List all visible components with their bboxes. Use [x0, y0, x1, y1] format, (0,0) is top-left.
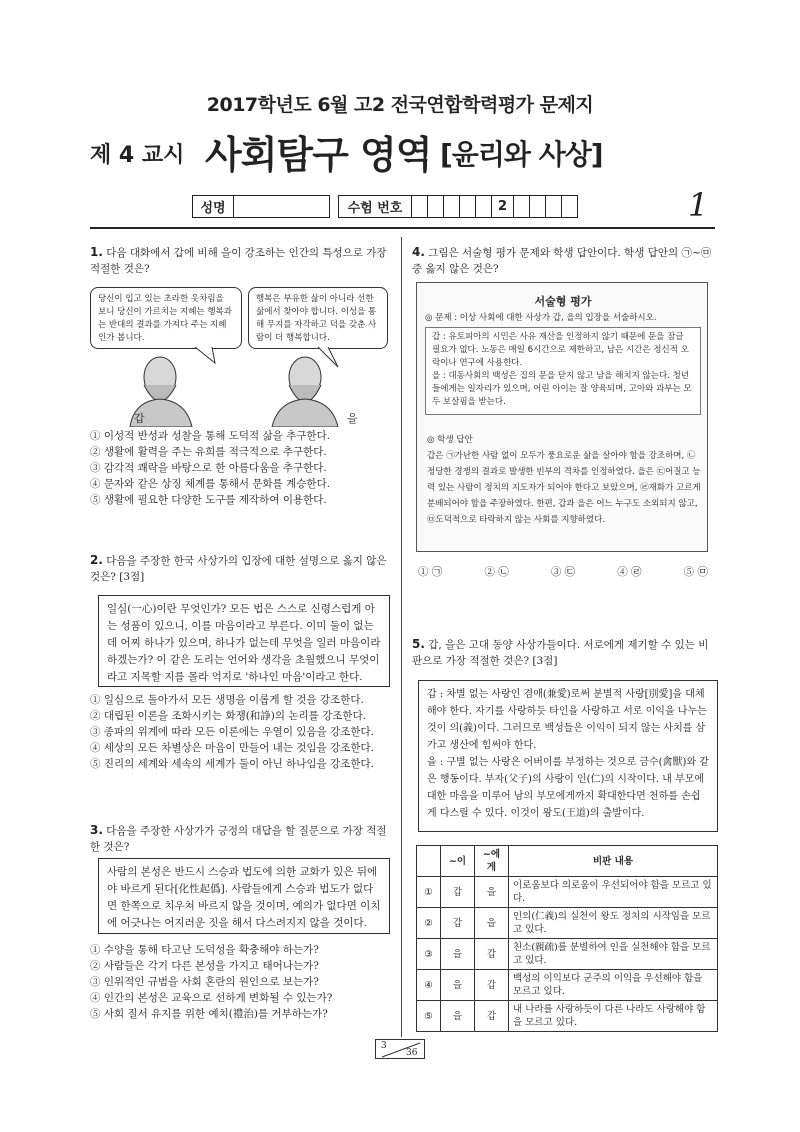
philosophers-illustration	[120, 345, 380, 427]
row-subject: 갑	[441, 908, 475, 939]
gap-statement: 갑 : 유토피아의 시민은 사유 재산을 인정하지 않기 때문에 문을 잠글 필요가 없다. 노동은 매일 6시간으로 제한하고, 남은 시간은 정신적 오락이나 연구에 사용한다.	[432, 332, 689, 368]
question-4-stem	[412, 244, 714, 277]
header-rule	[90, 227, 715, 229]
question-text: 갑, 을은 고대 동양 사상가들이다. 서로에게 제기할 수 있는 비판으로 가장 적절한 것은? [3점]	[412, 639, 709, 667]
row-subject: 을	[441, 939, 475, 970]
answer-choice[interactable]: ② 대립된 이론을 조화시키는 화쟁(和諍)의 논리를 강조한다.	[90, 710, 367, 722]
answer-choice[interactable]: ③ 인위적인 규범을 사회 혼란의 원인으로 보는가?	[90, 976, 319, 988]
question-1-stem	[90, 244, 390, 277]
subsubject-title: [윤리와 사상]	[440, 138, 603, 171]
row-choice: ②	[417, 908, 441, 939]
table-row[interactable]	[417, 970, 718, 1001]
column-divider	[401, 237, 402, 1037]
row-choice: ⑤	[417, 1001, 441, 1032]
page-footer	[375, 1039, 425, 1059]
question-5-passage	[418, 680, 718, 832]
row-target: 갑	[475, 970, 509, 1001]
answer-choice[interactable]: ④ 문자와 같은 상징 체계를 통해서 문화를 계승한다.	[90, 478, 331, 490]
table-row[interactable]	[417, 908, 718, 939]
footer-total: 36	[406, 1048, 418, 1058]
row-critique: 백성의 이익보다 군주의 이익을 우선해야 함을 모르고 있다.	[509, 970, 718, 1001]
question-number: 5.	[412, 637, 425, 651]
row-critique: 인의(仁義)의 실천이 왕도 정치의 시작임을 모르고 있다.	[509, 908, 718, 939]
table-header: 비판 내용	[509, 846, 718, 877]
gap-statement: 갑 : 차별 없는 사랑인 겸애(兼愛)로써 분별적 사랑[別愛]을 대체해야 한다. 자기를 사랑하듯 타인을 사랑하고 서로 이익을 나누는 것이 의(義)이다. 그러므로 백성들은 이익이 되지 않는 사치를 삼가고 생산에 힘써야 한다.	[427, 689, 707, 751]
table-row[interactable]	[417, 1001, 718, 1032]
speaker-label-b: 을	[347, 412, 358, 425]
speech-bubble-b: 행복은 부유한 삶이 아니라 선한 삶에서 찾아야 합니다. 이성을 통해 무지를 자각하고 덕을 갖춘 사람이 더 행복합니다.	[248, 287, 388, 349]
critique-table	[416, 845, 718, 1032]
exam-digit-box[interactable]	[444, 195, 460, 218]
row-subject: 을	[441, 1001, 475, 1032]
answer-choice[interactable]: ③ ㉢	[550, 566, 576, 578]
name-field[interactable]	[234, 195, 330, 218]
question-text: 다음을 주장한 사상가가 긍정의 대답을 할 질문으로 가장 적절한 것은?	[90, 825, 387, 853]
row-subject: 갑	[441, 877, 475, 908]
question-4-choices	[418, 564, 708, 579]
answer-choice[interactable]: ② ㉡	[484, 566, 509, 578]
question-1-choices	[90, 428, 395, 508]
exam-digit-box[interactable]	[530, 195, 546, 218]
answer-choice[interactable]: ④ 세상의 모든 차별상은 마음이 만들어 내는 것임을 강조한다.	[90, 742, 374, 754]
name-label: 성명	[192, 195, 234, 218]
page-number: 1	[688, 186, 709, 224]
table-header-row	[417, 846, 718, 877]
exam-digit-box[interactable]	[412, 195, 428, 218]
row-choice: ③	[417, 939, 441, 970]
table-row[interactable]	[417, 939, 718, 970]
answer-choice[interactable]: ③ 감각적 쾌락을 바탕으로 한 아름다움을 추구한다.	[90, 462, 327, 474]
subject-title: 사회탐구 영역	[205, 133, 432, 177]
period-label: 제 4 교시	[90, 143, 185, 168]
row-target: 을	[475, 908, 509, 939]
eul-statement: 을 : 구별 없는 사랑은 어버이를 부정하는 것으로 금수(禽獸)와 같은 행동이다. 부자(父子)의 사랑이 인(仁)의 시작이다. 내 부모에 대한 마음을 미루어 남의 부모에게까지 확대한다면 천하를 손쉽게 다스릴 수 있다. 이것이 왕도(王道)의 출발이다.	[427, 757, 709, 819]
row-target: 갑	[475, 1001, 509, 1032]
exam-title: 2017학년도 6월 고2 전국연합학력평가 문제지	[206, 94, 594, 116]
student-answer: 갑은 ㉠가난한 사람 없이 모두가 풍요로운 삶을 살아야 함을 강조하며, ㉡정당한 경쟁의 결과로 발생한 빈부의 격차를 인정하였다. 을은 ㉢어질고 능력 있는 사람이 정치의 지도자가 되어야 한다고 보았으며, ㉣재화가 고르게 분배되어야 함을 주장하였다. 한편, 갑과 을은 어느 누구도 소외되지 않고, ㉤도덕적으로 타락하지 않는 사회를 지향하였다.	[427, 451, 701, 525]
question-number: 4.	[412, 245, 425, 259]
answer-choice[interactable]: ④ 인간의 본성은 교육으로 선하게 변화될 수 있는가?	[90, 992, 333, 1004]
exam-digit-box[interactable]: 2	[492, 195, 514, 218]
answer-choice[interactable]: ⑤ 사회 질서 유지를 위한 예치(禮治)를 거부하는가?	[90, 1008, 328, 1020]
exam-digit-box[interactable]	[476, 195, 492, 218]
answer-choice[interactable]: ⑤ 진리의 세계와 세속의 세계가 둘이 아닌 하나임을 강조한다.	[90, 758, 374, 770]
exam-number-label: 수험 번호	[338, 195, 412, 218]
answer-choice[interactable]: ② 사람들은 각기 다른 본성을 가지고 태어나는가?	[90, 960, 319, 972]
question-3-choices	[90, 942, 395, 1022]
answer-choice[interactable]: ④ ㉣	[617, 566, 642, 578]
answer-choice[interactable]: ⑤ ㉤	[683, 566, 708, 578]
exam-digit-box[interactable]	[546, 195, 562, 218]
answer-choice[interactable]: ① 일심으로 돌아가서 모든 생명을 이롭게 할 것을 강조한다.	[90, 694, 364, 706]
question-2-choices	[90, 692, 395, 772]
row-target: 갑	[475, 939, 509, 970]
row-target: 을	[475, 877, 509, 908]
student-answer-label: ◎ 학생 답안	[427, 435, 473, 445]
question-number: 1.	[90, 245, 103, 259]
table-header: ~에게	[475, 846, 509, 877]
table-row[interactable]	[417, 877, 718, 908]
row-critique: 이로움보다 의로움이 우선되어야 함을 모르고 있다.	[509, 877, 718, 908]
row-critique: 내 나라를 사랑하듯이 다른 나라도 사랑해야 함을 모르고 있다.	[509, 1001, 718, 1032]
eul-statement: 을 : 대동사회의 백성은 집의 문을 닫지 않고 남을 해치지 않는다. 청년들에게는 일자리가 있으며, 어린 아이는 잘 양육되며, 고아와 과부는 모두 보살핌을 받는다.	[432, 371, 692, 407]
row-choice: ①	[417, 877, 441, 908]
row-subject: 을	[441, 970, 475, 1001]
exam-digit-box[interactable]	[514, 195, 530, 218]
question-3-stem	[90, 822, 395, 855]
exam-digit-box[interactable]	[562, 195, 578, 218]
answer-choice[interactable]: ② 생활에 활력을 주는 유희를 적극적으로 추구한다.	[90, 446, 327, 458]
essay-scroll	[416, 282, 708, 552]
question-2-passage: 일심(一心)이란 무엇인가? 모든 법은 스스로 신령스럽게 아는 성품이 있으니, 이를 마음이라고 부른다. 이미 둘이 없는데 어찌 하나가 있으며, 하나가 없는데 무엇을 일러 마음이라 하겠는가? 이 같은 도리는 언어와 생각을 초월했으니 무엇이라고 지목할 지를 몰라 억지로 '하나인 마음'이라고 한다.	[98, 595, 390, 687]
table-header	[417, 846, 441, 877]
question-5-stem	[412, 636, 714, 669]
question-text: 다음 대화에서 갑에 비해 을이 강조하는 인간의 특성으로 가장 적절한 것은?	[90, 247, 387, 275]
id-row	[192, 195, 578, 218]
answer-choice[interactable]: ③ 종파의 위계에 따라 모든 이론에는 우열이 있음을 강조한다.	[90, 726, 374, 738]
question-number: 3.	[90, 823, 103, 837]
answer-choice[interactable]: ① 수양을 통해 타고난 도덕성을 확충해야 하는가?	[90, 944, 319, 956]
question-2-stem	[90, 552, 395, 585]
table-header: ~이	[441, 846, 475, 877]
thinker-statements	[425, 327, 701, 415]
row-critique: 친소(親疏)를 분별하여 인을 실천해야 함을 모르고 있다.	[509, 939, 718, 970]
question-number: 2.	[90, 553, 103, 567]
exam-digit-box[interactable]	[460, 195, 476, 218]
answer-choice[interactable]: ⑤ 생활에 필요한 다양한 도구를 제작하여 이용한다.	[90, 494, 327, 506]
speech-bubble-a: 당신이 입고 있는 초라한 옷차림을 보니 당신이 가르치는 지혜는 행복과는 반대의 결과를 가져다 주는 지혜인가 봅니다.	[90, 287, 242, 349]
row-choice: ④	[417, 970, 441, 1001]
answer-choice[interactable]: ① ㉠	[418, 566, 443, 578]
footer-page: 3	[381, 1041, 387, 1051]
question-3-passage: 사람의 본성은 반드시 스승과 법도에 의한 교화가 있은 뒤에야 바르게 된다[化性起僞]. 사람들에게 스승과 법도가 없다면 한쪽으로 치우쳐 바르지 않을 것이며, 예의가 없다면 이치에 어긋나는 어지러운 짓을 해서 다스려지지 않을 것이다.	[98, 858, 390, 934]
question-text: 다음을 주장한 한국 사상가의 입장에 대한 설명으로 옳지 않은 것은? [3점]	[90, 555, 387, 583]
essay-prompt: ◎ 문제 : 이상 사회에 대한 사상가 갑, 을의 입장을 서술하시오.	[425, 313, 657, 323]
speaker-label-a: 갑	[134, 412, 145, 425]
answer-choice[interactable]: ① 이성적 반성과 성찰을 통해 도덕적 삶을 추구한다.	[90, 430, 331, 442]
exam-digit-box[interactable]	[428, 195, 444, 218]
scroll-title: 서술형 평가	[534, 295, 592, 308]
question-text: 그림은 서술형 평가 문제와 학생 답안이다. 학생 답안의 ㉠~㉤ 중 옳지 않은 것은?	[412, 247, 712, 275]
